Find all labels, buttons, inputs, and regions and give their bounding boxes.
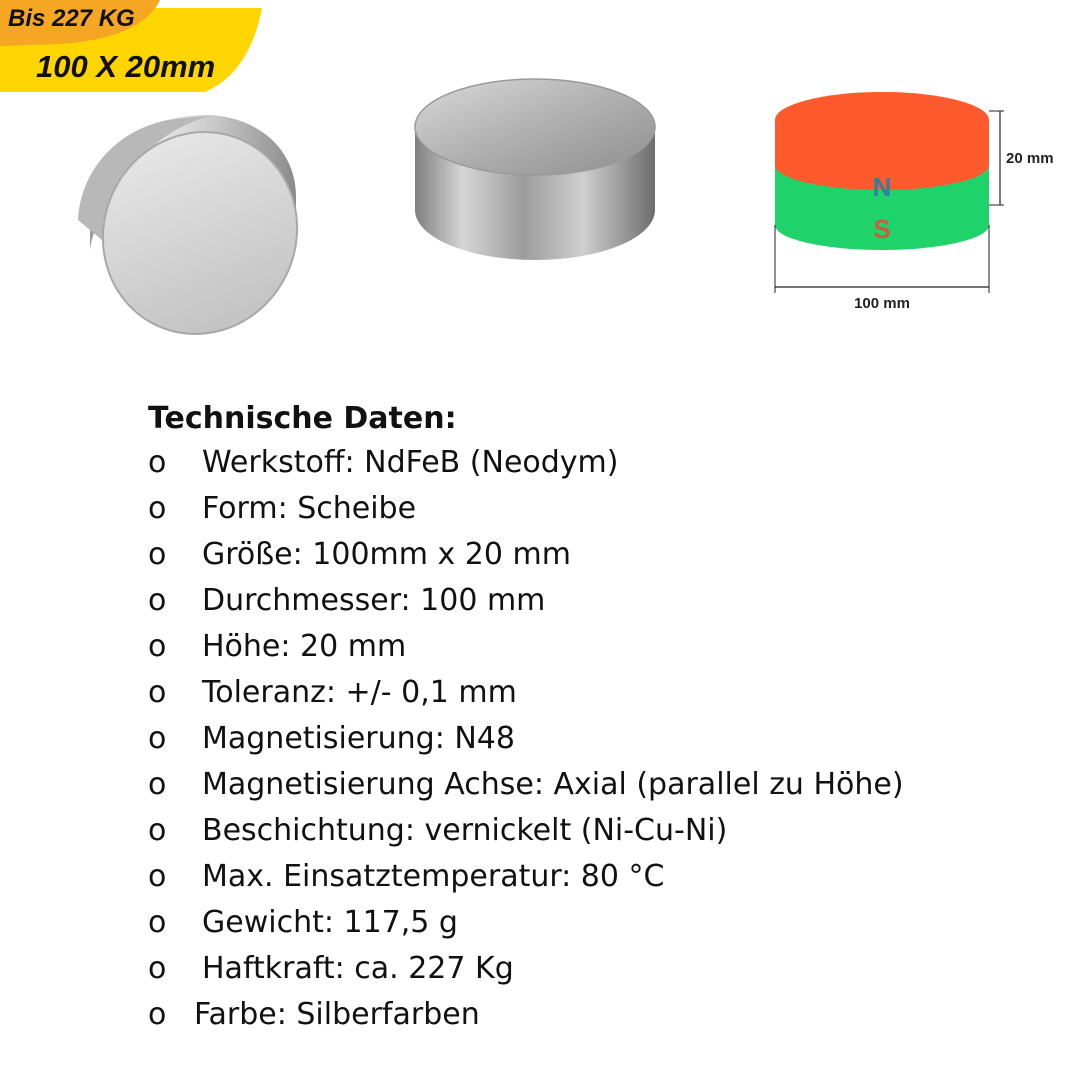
spec-text: Toleranz: +/- 0,1 mm [202,675,517,710]
bullet: o [148,629,167,664]
bullet: o [148,951,167,986]
spec-text: Werkstoff: NdFeB (Neodym) [202,445,619,480]
spec-text: Max. Einsatztemperatur: 80 °C [202,859,665,894]
bullet: o [148,675,167,710]
spec-item-shape [148,486,904,532]
specs-title: Technische Daten: [148,401,457,436]
spec-list [148,440,904,1038]
bullet: o [148,537,167,572]
spec-text: Gewicht: 117,5 g [202,905,458,940]
spec-item-height [148,624,904,670]
spec-item-diameter [148,578,904,624]
spec-item-material [148,440,904,486]
spec-item-magnetization [148,716,904,762]
north-pole-label: N [872,172,892,202]
bullet: o [148,721,167,756]
spec-text: Farbe: Silberfarben [194,997,480,1032]
spec-text: Haftkraft: ca. 227 Kg [202,951,514,986]
spec-item-axis [148,762,904,808]
bullet: o [148,905,167,940]
bullet: o [148,583,167,618]
pole-diagram [760,75,1080,325]
spec-item-temperature [148,854,904,900]
badge-size-text: 100 X 20mm [36,49,216,84]
spec-text: Größe: 100mm x 20 mm [202,537,571,572]
spec-item-tolerance [148,670,904,716]
size-badge [0,0,270,95]
spec-item-coating [148,808,904,854]
spec-item-size [148,532,904,578]
height-label: 20 mm [1006,150,1054,167]
south-pole-label: S [873,214,891,244]
technical-specs [148,398,904,1038]
bullet: o [148,767,167,802]
spec-text: Magnetisierung: N48 [202,721,515,756]
bullet: o [148,859,167,894]
magnet-photo-tilted [60,100,320,350]
bullet: o [148,445,167,480]
diameter-label: 100 mm [854,295,910,312]
spec-item-weight [148,900,904,946]
spec-item-color [148,992,904,1038]
spec-text: Form: Scheibe [202,491,417,526]
spec-text: Höhe: 20 mm [202,629,407,664]
magnet-photo-front [405,75,665,275]
badge-weight-text: Bis 227 KG [8,5,135,32]
spec-text: Magnetisierung Achse: Axial (parallel zu Höhe) [202,767,904,802]
spec-text: Beschichtung: vernickelt (Ni-Cu-Ni) [202,813,728,848]
magnet-top-face [775,92,989,148]
spec-text: Durchmesser: 100 mm [202,583,546,618]
bullet: o [148,491,167,526]
spec-item-holding-force [148,946,904,992]
bullet: o [148,997,167,1032]
bullet: o [148,813,167,848]
